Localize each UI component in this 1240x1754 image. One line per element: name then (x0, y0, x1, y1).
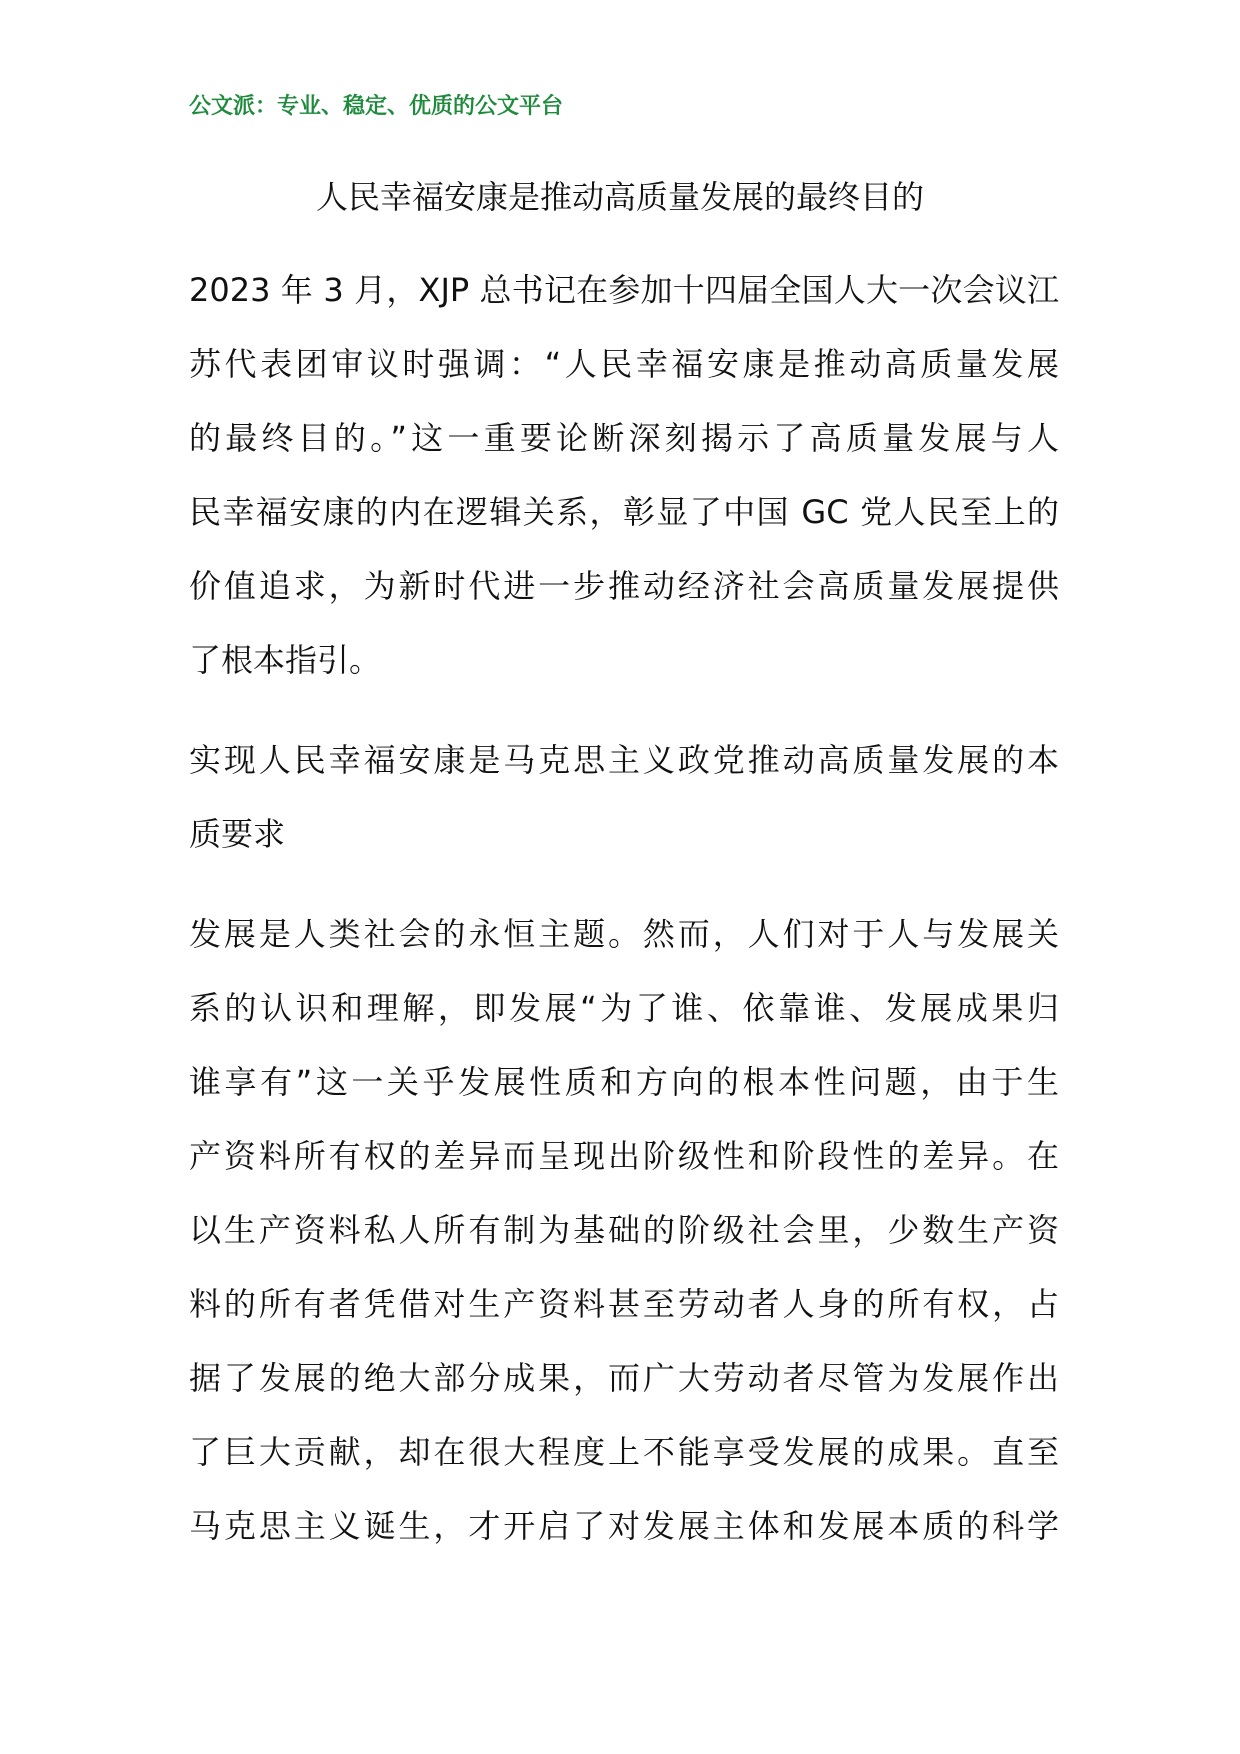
section-heading-line: 实现人民幸福安康是马克思主义政党推动高质量发展的本 (189, 741, 1059, 779)
intro-paragraph (189, 253, 1059, 697)
body-paragraph-line: 系的认识和理解，即发展“为了谁、依靠谁、发展成果归 (189, 989, 1059, 1027)
body-paragraph-line: 料的所有者凭借对生产资料甚至劳动者人身的所有权，占 (189, 1285, 1059, 1323)
document-title: 人民幸福安康是推动高质量发展的最终目的 (315, 178, 924, 216)
body-paragraph (189, 897, 1059, 1563)
intro-paragraph-line: 民幸福安康的内在逻辑关系，彰显了中国 GC 党人民至上的 (189, 493, 1059, 531)
section-heading (189, 723, 1059, 871)
intro-paragraph-line: 苏代表团审议时强调：“人民幸福安康是推动高质量发展 (189, 345, 1059, 383)
section-heading-line: 质要求 (189, 815, 286, 853)
intro-paragraph-line: 2023 年 3 月，XJP 总书记在参加十四届全国人大一次会议江 (189, 271, 1059, 309)
body-paragraph-line: 谁享有”这一关乎发展性质和方向的根本性问题，由于生 (189, 1063, 1059, 1101)
body-paragraph-line: 以生产资料私人所有制为基础的阶级社会里，少数生产资 (189, 1211, 1059, 1249)
body-paragraph-line: 发展是人类社会的永恒主题。然而，人们对于人与发展关 (189, 915, 1059, 953)
intro-paragraph-line: 了根本指引。 (189, 641, 382, 679)
intro-paragraph-line: 的最终目的。”这一重要论断深刻揭示了高质量发展与人 (189, 419, 1059, 457)
body-paragraph-line: 了巨大贡献，却在很大程度上不能享受发展的成果。直至 (189, 1433, 1059, 1471)
body-paragraph-line: 产资料所有权的差异而呈现出阶级性和阶段性的差异。在 (189, 1137, 1059, 1175)
body-paragraph-line: 据了发展的绝大部分成果，而广大劳动者尽管为发展作出 (189, 1359, 1059, 1397)
site-banner: 公文派：专业、稳定、优质的公文平台 (189, 93, 564, 119)
intro-paragraph-line: 价值追求，为新时代进一步推动经济社会高质量发展提供 (189, 567, 1059, 605)
body-paragraph-line: 马克思主义诞生，才开启了对发展主体和发展本质的科学 (189, 1507, 1059, 1545)
